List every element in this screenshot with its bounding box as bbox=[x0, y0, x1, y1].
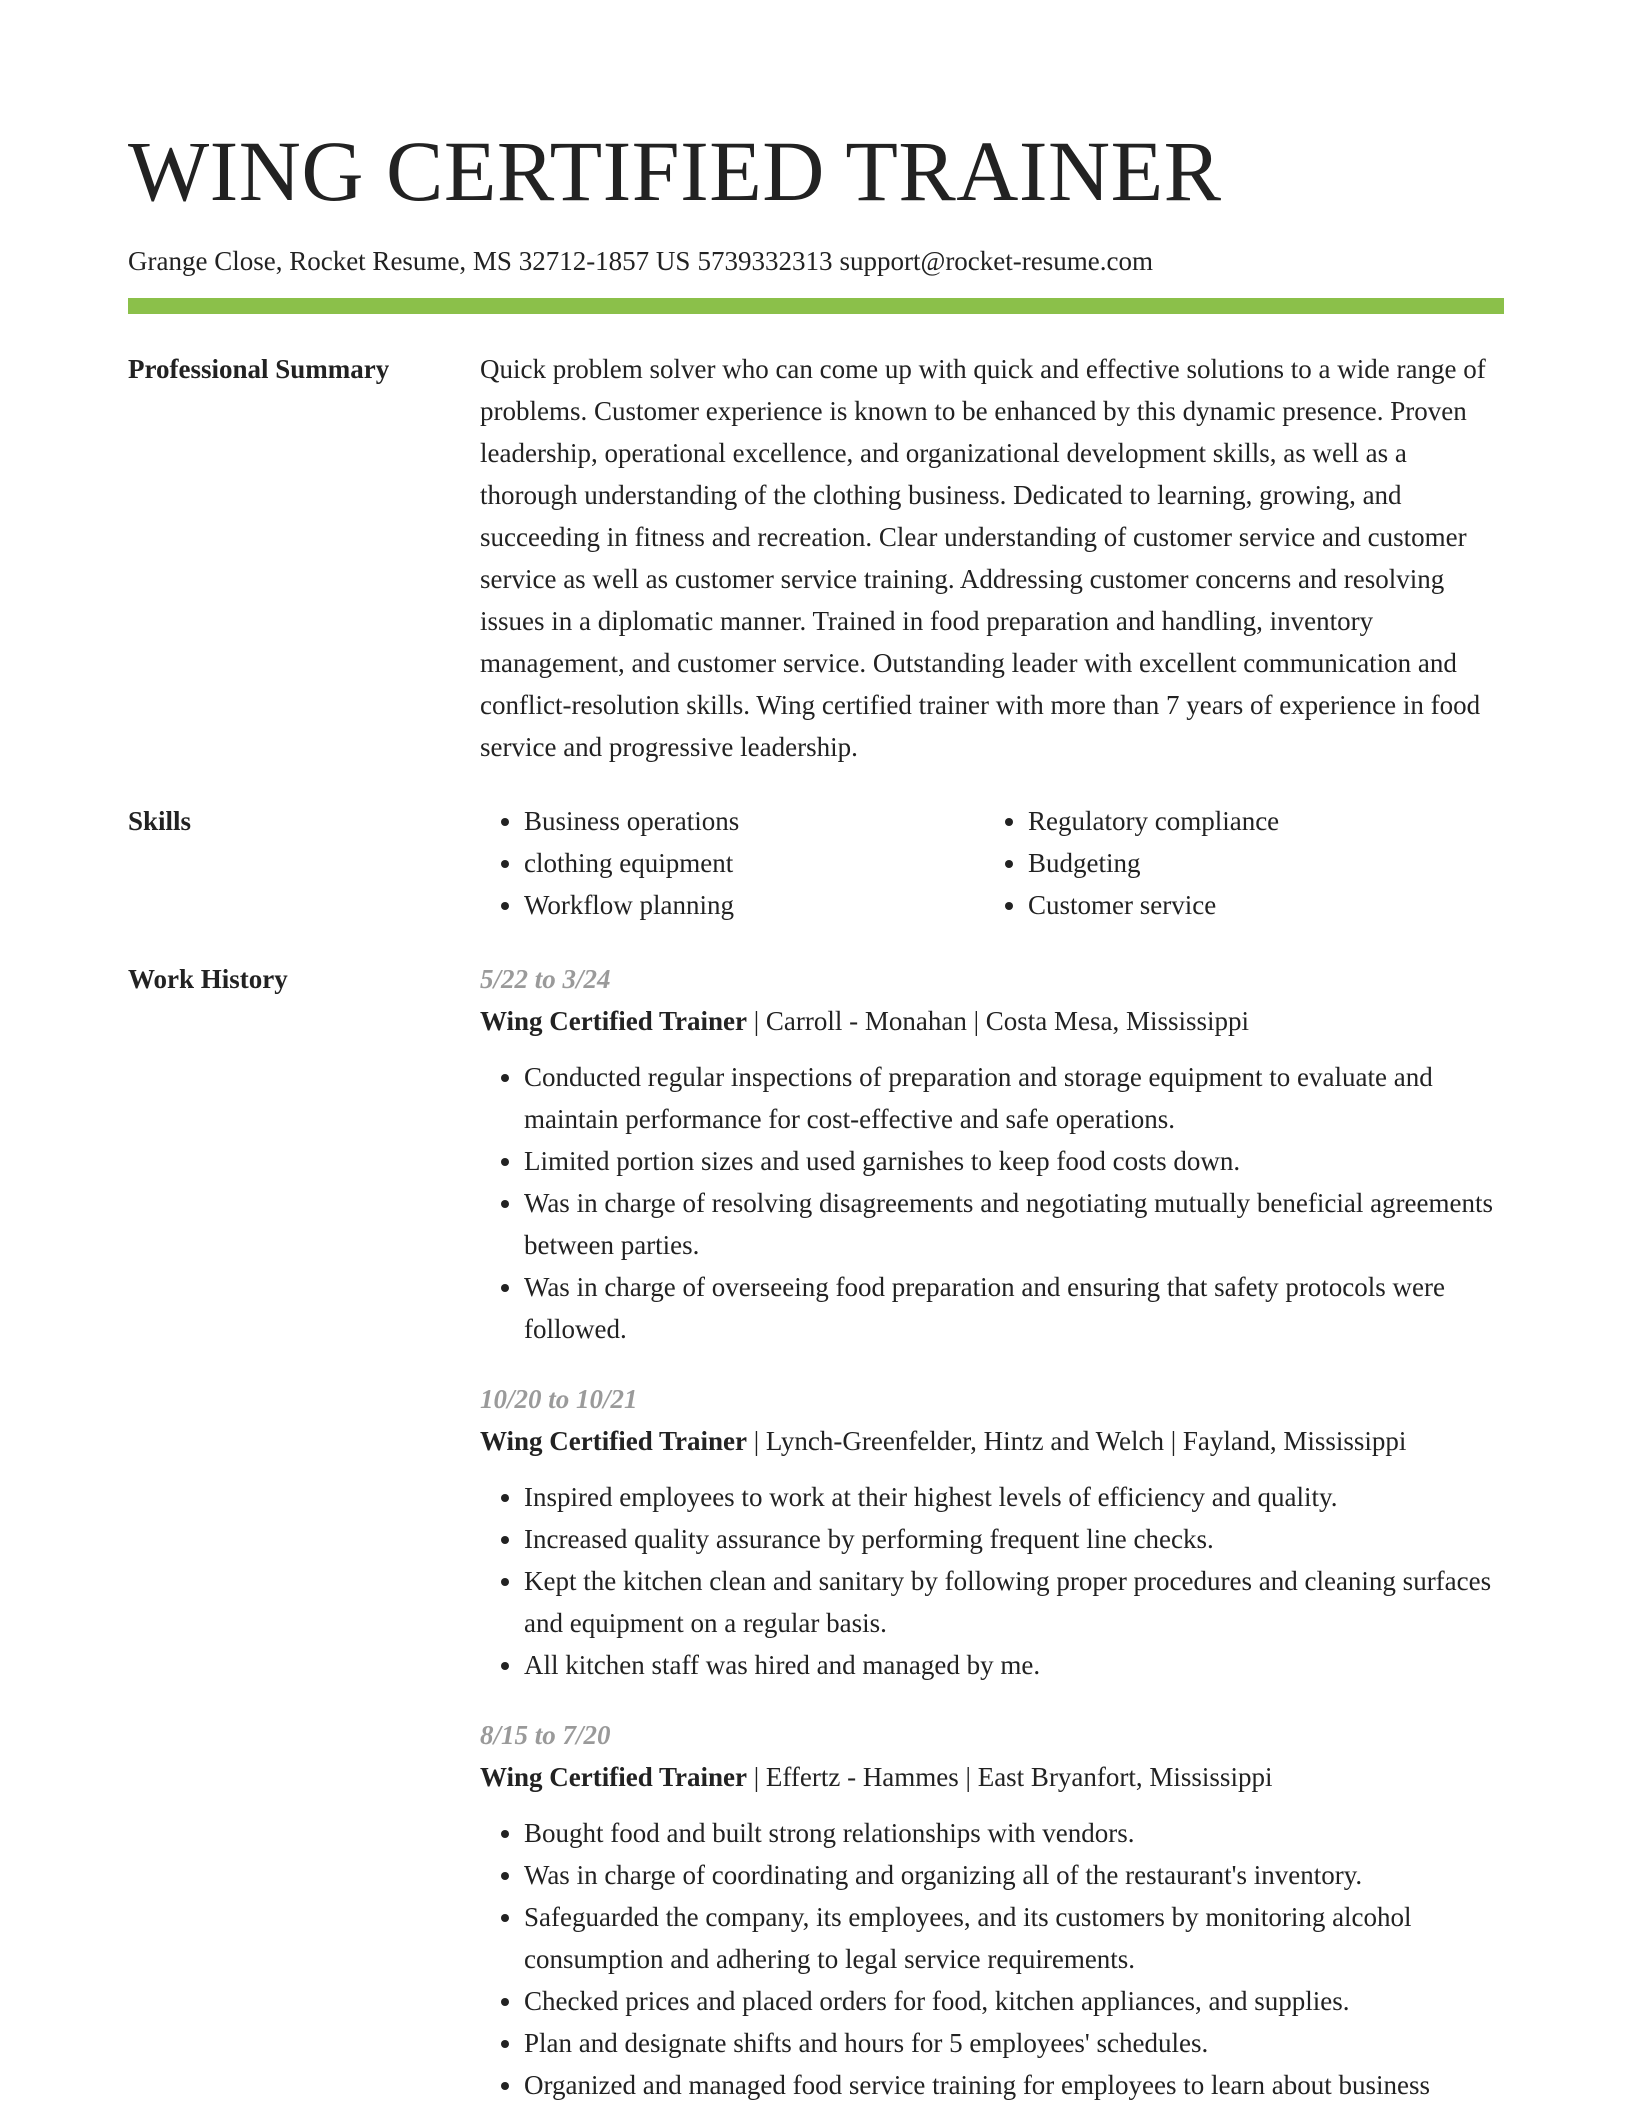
job-dates: 10/20 to 10/21 bbox=[480, 1384, 638, 1414]
skills-lists bbox=[480, 800, 1504, 926]
job-bullets bbox=[480, 1812, 1504, 2106]
job-entry bbox=[480, 1378, 1504, 1686]
contact-line bbox=[128, 244, 1504, 278]
job-bullet: • Conducted regular inspections of preparation and storage equipment to evaluate and maintain performance for cost-effective and safe operations. bbox=[524, 1056, 1504, 1140]
skills-section bbox=[128, 800, 1504, 926]
work-entries bbox=[480, 958, 1504, 2106]
job-bullet: • Organized and managed food service training for employees to learn about business bbox=[524, 2064, 1504, 2106]
job-bullet: • Kept the kitchen clean and sanitary by following proper procedures and cleaning surfaces and equipment on a regular basis. bbox=[524, 1560, 1504, 1644]
job-heading bbox=[480, 1756, 1504, 1798]
header-divider bbox=[128, 298, 1504, 314]
skill-item: • Regulatory compliance bbox=[1028, 800, 1488, 842]
job-bullet: • Checked prices and placed orders for food, kitchen appliances, and supplies. bbox=[524, 1980, 1504, 2022]
job-bullet: • Increased quality assurance by performing frequent line checks. bbox=[524, 1518, 1504, 1560]
job-bullet: • Bought food and built strong relationships with vendors. bbox=[524, 1812, 1504, 1854]
job-dates: 5/22 to 3/24 bbox=[480, 964, 611, 994]
job-details: | Lynch-Greenfelder, Hintz and Welch | Fayland, Mississippi bbox=[746, 1426, 1407, 1456]
summary-section bbox=[128, 348, 1504, 768]
job-bullet: • Was in charge of resolving disagreements and negotiating mutually beneficial agreements between parties. bbox=[524, 1182, 1504, 1266]
job-bullet: • Limited portion sizes and used garnishes to keep food costs down. bbox=[524, 1140, 1504, 1182]
work-heading: Work History bbox=[128, 964, 288, 994]
skills-heading: Skills bbox=[128, 806, 192, 836]
job-bullet: • All kitchen staff was hired and managed by me. bbox=[524, 1644, 1504, 1686]
job-bullet: • Was in charge of overseeing food preparation and ensuring that safety protocols were followed. bbox=[524, 1266, 1504, 1350]
job-bullet: • Was in charge of coordinating and organizing all of the restaurant's inventory. bbox=[524, 1854, 1504, 1896]
skill-item: • Workflow planning bbox=[524, 884, 984, 926]
job-bullet: • Inspired employees to work at their highest levels of efficiency and quality. bbox=[524, 1476, 1504, 1518]
skills-list-right bbox=[984, 800, 1488, 926]
job-title: Wing Certified Trainer bbox=[480, 1762, 747, 1792]
summary-text: Quick problem solver who can come up with quick and effective solutions to a wide range of problems. Customer experience is known to be enhanced by this dynamic presence. Proven leadership, operational excellence, and organizational development skills, as well as a thorough understanding of the clothing business. Dedicated to learning, growing, and succeeding in fitness and recreation. Clear understanding of customer service and customer service as well as customer service training. Addressing customer concerns and resolving issues in a diplomatic manner. Trained in food preparation and handling, inventory management, and customer service. Outstanding leader with excellent communication and conflict-resolution skills. Wing certified trainer with more than 7 years of experience in food service and progressive leadership. bbox=[480, 354, 1486, 762]
skills-list-left bbox=[480, 800, 984, 926]
job-dates: 8/15 to 7/20 bbox=[480, 1720, 611, 1750]
skill-item: • clothing equipment bbox=[524, 842, 984, 884]
job-heading bbox=[480, 1000, 1504, 1042]
skill-item: • Business operations bbox=[524, 800, 984, 842]
job-bullet: • Plan and designate shifts and hours for 5 employees' schedules. bbox=[524, 2022, 1504, 2064]
contact-email: support@rocket-resume.com bbox=[839, 246, 1153, 276]
skill-item: • Customer service bbox=[1028, 884, 1488, 926]
job-entry bbox=[480, 958, 1504, 1350]
job-details: | Effertz - Hammes | East Bryanfort, Mississippi bbox=[746, 1762, 1273, 1792]
work-section bbox=[128, 958, 1504, 2106]
resume-page bbox=[128, 0, 1504, 2106]
job-bullet: • Safeguarded the company, its employees, and its customers by monitoring alcohol consumption and adhering to legal service requirements. bbox=[524, 1896, 1504, 1980]
contact-phone: 5739332313 bbox=[697, 246, 833, 276]
job-title: Wing Certified Trainer bbox=[480, 1426, 747, 1456]
job-heading bbox=[480, 1420, 1504, 1462]
summary-heading: Professional Summary bbox=[128, 354, 390, 384]
job-bullets bbox=[480, 1056, 1504, 1350]
job-entry bbox=[480, 1714, 1504, 2106]
job-title: Wing Certified Trainer bbox=[480, 1006, 747, 1036]
candidate-name: WING CERTIFIED TRAINER bbox=[128, 123, 1222, 219]
skill-item: • Budgeting bbox=[1028, 842, 1488, 884]
job-details: | Carroll - Monahan | Costa Mesa, Mississippi bbox=[746, 1006, 1249, 1036]
job-bullets bbox=[480, 1476, 1504, 1686]
contact-address: Grange Close, Rocket Resume, MS 32712-1857 US bbox=[128, 246, 691, 276]
